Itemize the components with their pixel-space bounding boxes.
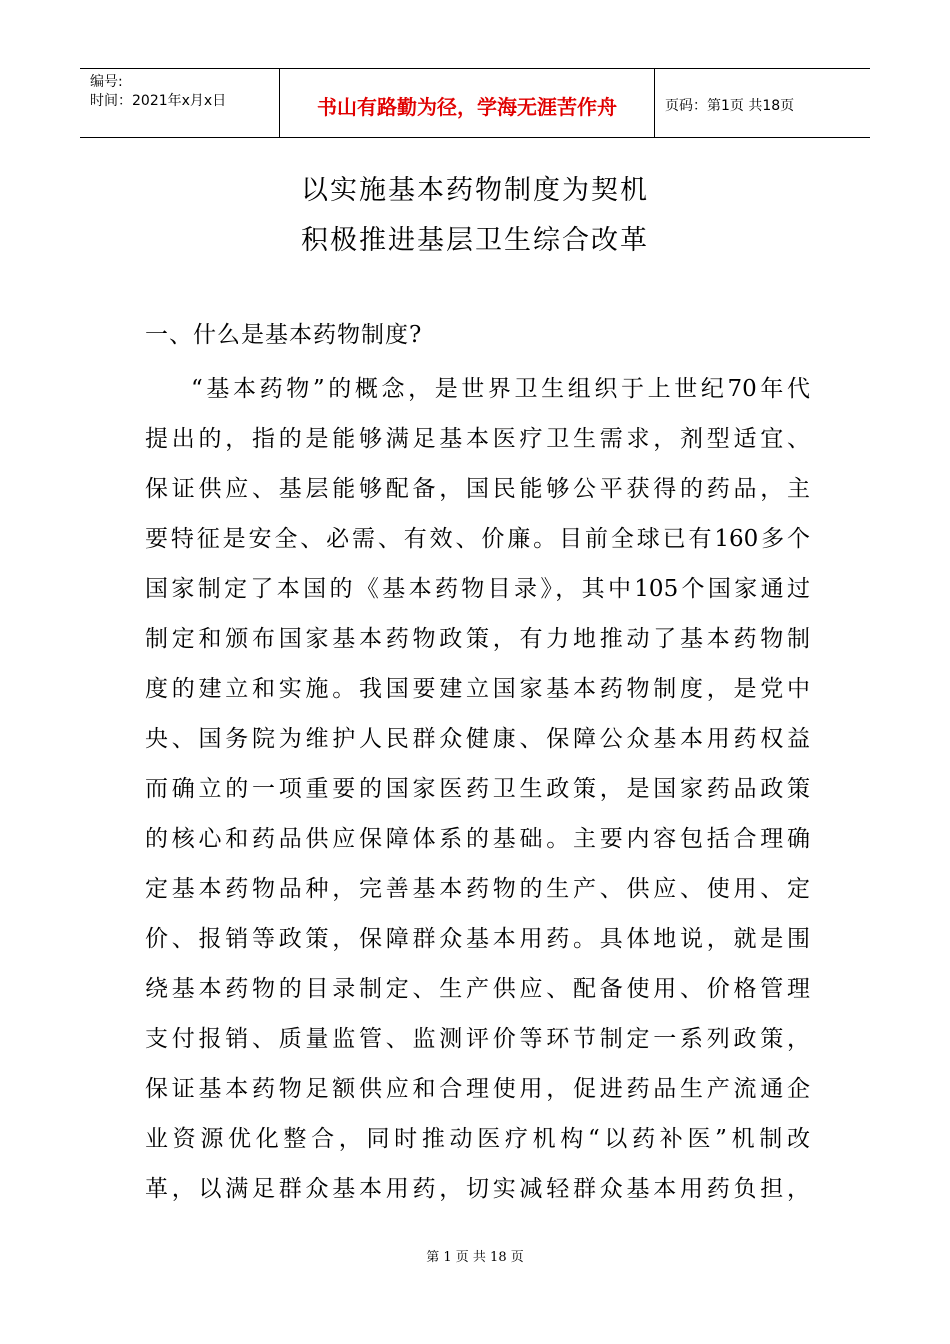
time-label: 时间：2021年x月x日 — [90, 93, 227, 109]
header-motto: 书山有路勤为径，学海无涯苦作舟 — [280, 69, 655, 137]
paragraph-line: 制定和颁布国家基本药物政策，有力地推动了基本药物制 — [145, 626, 810, 652]
paragraph-line: 价、报销等政策，保障群众基本用药。具体地说，就是围 — [145, 926, 810, 952]
paragraph-line: 绕基本药物的目录制定、生产供应、配备使用、价格管理 — [145, 976, 810, 1002]
paragraph-line: 要特征是安全、必需、有效、价廉。目前全球已有160多个 — [145, 526, 810, 552]
paragraph-line: 保证供应、基层能够配备，国民能够公平获得的药品，主 — [145, 476, 810, 502]
paragraph-line: 的核心和药品供应保障体系的基础。主要内容包括合理确 — [145, 826, 810, 852]
paragraph-line: 国家制定了本国的《基本药物目录》，其中105个国家通过 — [145, 576, 810, 602]
page-header — [80, 68, 870, 138]
header-meta — [80, 69, 280, 137]
paragraph-line: 度的建立和实施。我国要建立国家基本药物制度，是党中 — [145, 676, 810, 702]
paragraph-line: 提出的，指的是能够满足基本医疗卫生需求，剂型适宜、 — [145, 426, 810, 452]
number-label: 编号: — [90, 74, 123, 90]
title-line-1: 以实施基本药物制度为契机 — [301, 175, 649, 206]
paragraph-line: “基本药物”的概念，是世界卫生组织于上世纪70年代 — [191, 376, 810, 402]
paragraph-line: 而确立的一项重要的国家医药卫生政策，是国家药品政策 — [145, 776, 810, 802]
section-heading: 一、什么是基本药物制度? — [145, 322, 423, 348]
body-paragraph — [145, 364, 810, 1214]
title-line-2: 积极推进基层卫生综合改革 — [301, 225, 649, 256]
paragraph-line: 定基本药物品种，完善基本药物的生产、供应、使用、定 — [145, 876, 810, 902]
paragraph-line: 革，以满足群众基本用药，切实减轻群众基本用药负担， — [145, 1176, 810, 1202]
paragraph-line: 央、国务院为维护人民群众健康、保障公众基本用药权益 — [145, 726, 810, 752]
paragraph-line: 业资源优化整合，同时推动医疗机构“以药补医”机制改 — [145, 1126, 810, 1152]
page-footer: 第 1 页 共 18 页 — [426, 1250, 524, 1265]
paragraph-line: 支付报销、质量监管、监测评价等环节制定一系列政策， — [145, 1026, 810, 1052]
paragraph-line: 保证基本药物足额供应和合理使用，促进药品生产流通企 — [145, 1076, 810, 1102]
header-page-info: 页码：第1页 共18页 — [665, 98, 795, 114]
